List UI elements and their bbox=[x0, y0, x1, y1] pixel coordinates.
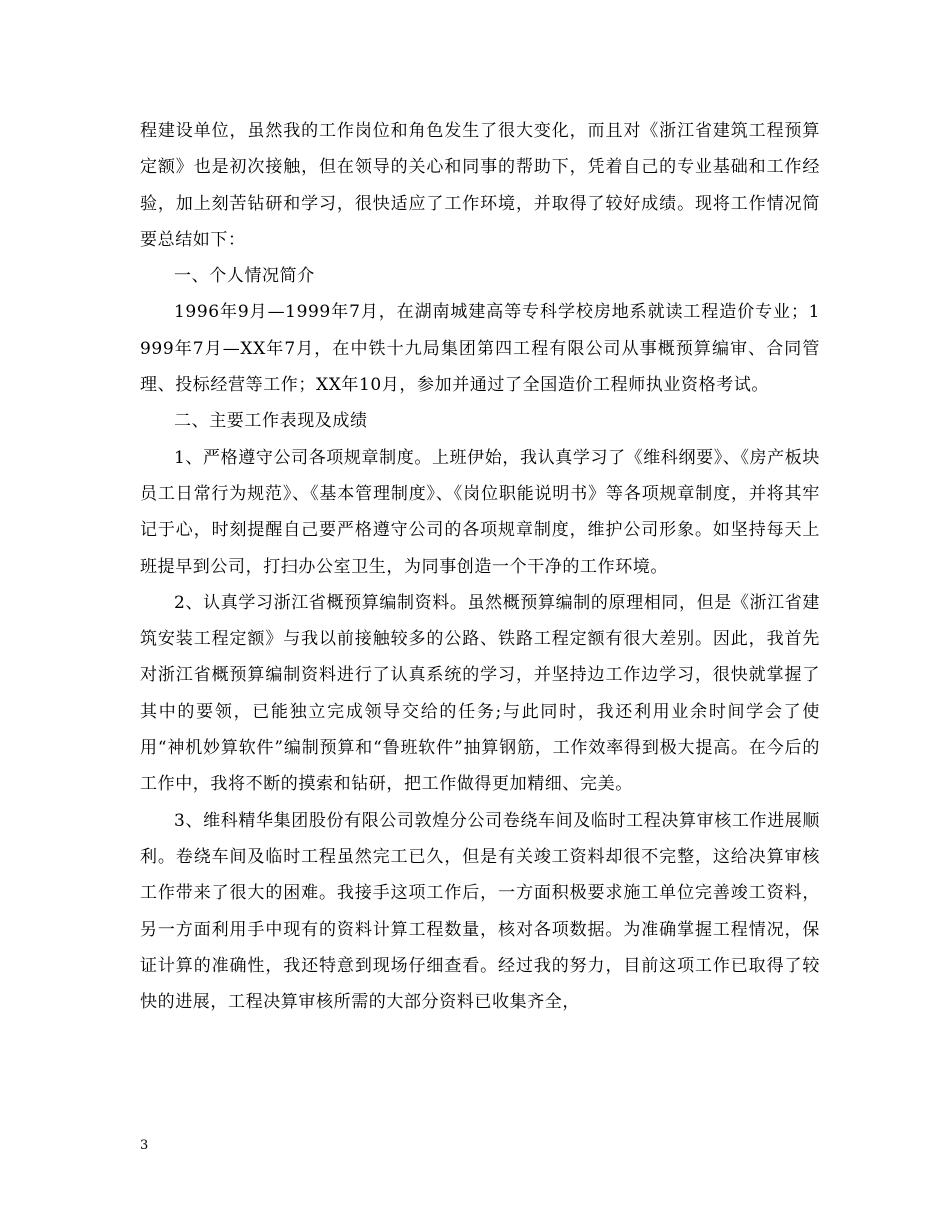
section-heading-personal-profile: 一、个人情况简介 bbox=[174, 266, 315, 287]
paragraph-item-2-study: 2、认真学习浙江省概预算编制资料。虽然概预算编制的原理相同，但是《浙江省建筑安装工程定额》与我以前接触较多的公路、铁路工程定额有很大差别。因此，我首先对浙江省概预算编制资料进行了认真系统的学习，并坚持边工作边学习，很快就掌握了其中的要领，已能独立完成领导交给的任务;与此同时，我还利用业余时间学会了使用“神机妙算软件”编制预算和“鲁班软件”抽算钢筋，工作效率得到极大提高。在今后的工作中，我将不断的摸索和钻研，把工作做得更加精细、完美。 bbox=[140, 592, 820, 795]
section-heading-main-work: 二、主要工作表现及成绩 bbox=[174, 411, 368, 432]
paragraph-personal-profile: 1996年9月—1999年7月，在湖南城建高等专科学校房地系就读工程造价专业；1999年7月—XX年7月，在中铁十九局集团第四工程有限公司从事概预算编审、合同管理、投标经营等工作；XX年10月，参加并通过了全国造价工程师执业资格考试。 bbox=[140, 302, 820, 396]
body-text bbox=[140, 113, 820, 1020]
paragraph-item-3-audit: 3、维科精华集团股份有限公司敦煌分公司卷绕车间及临时工程决算审核工作进展顺利。卷绕车间及临时工程虽然完工已久，但是有关竣工资料却很不完整，这给决算审核工作带来了很大的困难。我接手这项工作后，一方面积极要求施工单位完善竣工资料，另一方面利用手中现有的资料计算工程数量，核对各项数据。为准确掌握工程情况，保证计算的准确性，我还特意到现场仔细查看。经过我的努力，目前这项工作已取得了较快的进展，工程决算审核所需的大部分资料已收集齐全， bbox=[140, 810, 820, 1013]
paragraph-item-1-rules: 1、严格遵守公司各项规章制度。上班伊始，我认真学习了《维科纲要》、《房产板块员工日常行为规范》、《基本管理制度》、《岗位职能说明书》等各项规章制度，并将其牢记于心，时刻提醒自己要严格遵守公司的各项规章制度，维护公司形象。如坚持每天上班提早到公司，打扫办公室卫生，为同事创造一个干净的工作环境。 bbox=[140, 447, 820, 577]
page-number: 3 bbox=[140, 1138, 149, 1153]
paragraph-intro-continued: 程建设单位，虽然我的工作岗位和角色发生了很大变化，而且对《浙江省建筑工程预算定额》也是初次接触，但在领导的关心和同事的帮助下，凭着自己的专业基础和工作经验，加上刻苦钻研和学习，很快适应了工作环境，并取得了较好成绩。现将工作情况简要总结如下： bbox=[140, 121, 820, 250]
